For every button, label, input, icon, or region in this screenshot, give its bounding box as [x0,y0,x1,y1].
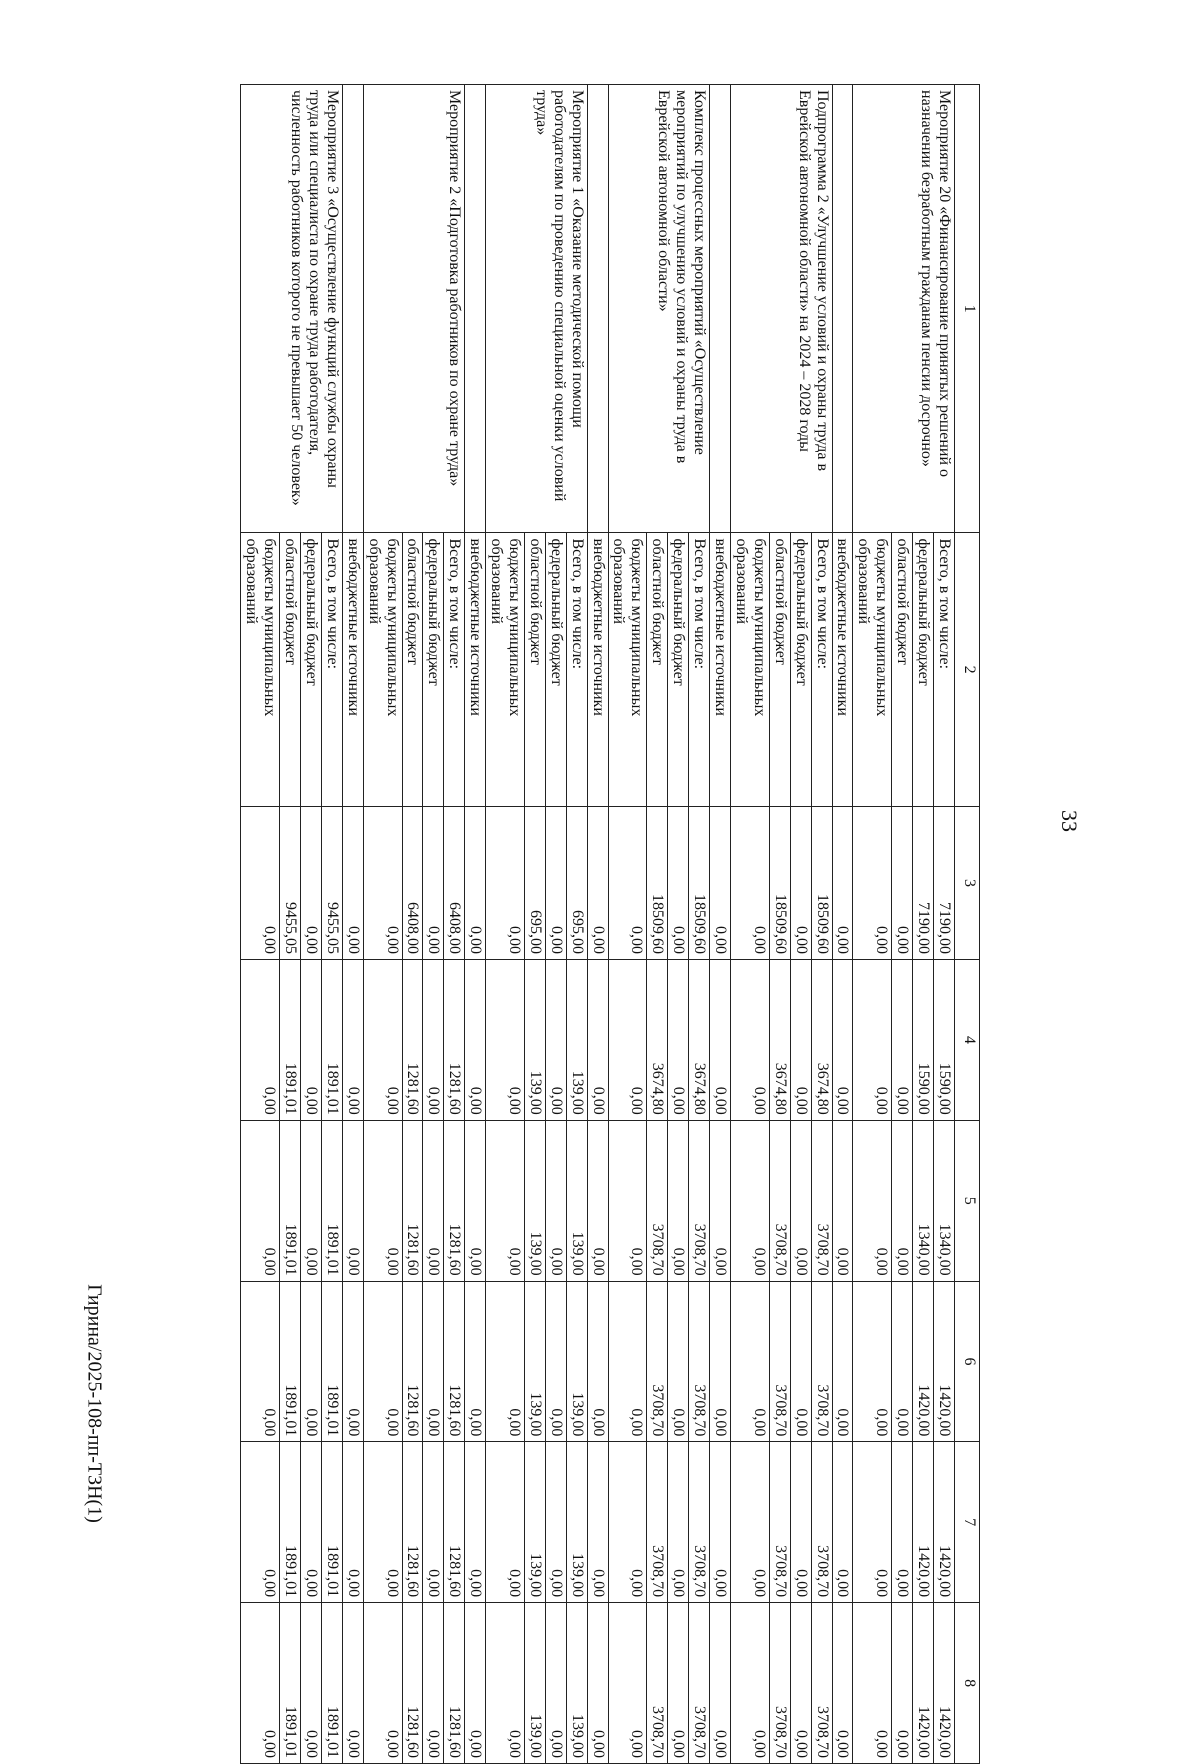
funding-source-cell: федеральный бюджет [301,533,322,806]
amount-cell: 0,00 [790,1442,811,1603]
amount-cell: 0,00 [608,1281,647,1442]
table-row [710,85,731,1764]
header-cell: 8 [955,1603,980,1764]
table-row [321,85,342,1764]
funding-source-cell: внебюджетные источники [832,533,853,806]
amount-cell: 0,00 [545,1120,566,1281]
amount-cell: 1420,00 [934,1442,955,1603]
amount-cell: 0,00 [608,960,647,1121]
table-row [566,85,587,1764]
amount-cell: 3674,80 [811,960,832,1121]
amount-cell: 0,00 [342,1603,363,1764]
amount-cell: 695,00 [524,806,545,959]
rotated-page [240,84,980,1764]
amount-cell: 1340,00 [913,1120,934,1281]
funding-source-cell: областной бюджет [892,533,913,806]
amount-cell: 0,00 [363,960,402,1121]
amount-cell: 0,00 [731,1281,770,1442]
amount-cell: 0,00 [608,1120,647,1281]
amount-cell: 1420,00 [913,1442,934,1603]
amount-cell: 3674,80 [689,960,710,1121]
amount-cell: 18509,60 [647,806,668,959]
amount-cell: 3708,70 [811,1442,832,1603]
amount-cell: 1281,60 [402,1603,423,1764]
amount-cell: 0,00 [486,1281,525,1442]
amount-cell: 0,00 [587,1281,608,1442]
amount-cell: 695,00 [566,806,587,959]
funding-source-cell: внебюджетные источники [710,533,731,806]
header-cell: 5 [955,1120,980,1281]
amount-cell: 0,00 [832,1603,853,1764]
amount-cell: 0,00 [790,960,811,1121]
amount-cell: 0,00 [832,1120,853,1281]
amount-cell: 0,00 [892,1281,913,1442]
amount-cell: 0,00 [465,1281,486,1442]
amount-cell: 9455,05 [321,806,342,959]
amount-cell: 0,00 [710,1442,731,1603]
amount-cell: 0,00 [486,960,525,1121]
funding-source-cell: бюджеты муниципальных образований [486,533,525,806]
header-cell: 7 [955,1442,980,1603]
amount-cell: 3708,70 [647,1281,668,1442]
amount-cell: 139,00 [566,1281,587,1442]
amount-cell: 0,00 [301,1442,322,1603]
funding-source-cell: Всего, в том числе: [934,533,955,806]
table-body [241,85,980,1764]
amount-cell: 1281,60 [444,960,465,1121]
amount-cell: 18509,60 [769,806,790,959]
amount-cell: 3708,70 [689,1603,710,1764]
amount-cell: 139,00 [524,1603,545,1764]
amount-cell: 0,00 [790,1120,811,1281]
amount-cell: 0,00 [465,1442,486,1603]
measure-name-cell: Мероприятие 1 «Оказание методической помощи работодателям по проведению специальной оценки условий труда» [486,85,588,533]
amount-cell: 0,00 [790,1603,811,1764]
amount-cell: 3708,70 [811,1281,832,1442]
amount-cell: 0,00 [668,960,689,1121]
amount-cell: 0,00 [545,806,566,959]
amount-cell: 0,00 [853,1281,892,1442]
amount-cell: 0,00 [342,960,363,1121]
amount-cell: 0,00 [853,806,892,959]
amount-cell: 0,00 [465,1603,486,1764]
funding-source-cell: областной бюджет [402,533,423,806]
amount-cell: 139,00 [566,1442,587,1603]
measure-name-cell [342,85,363,533]
table-row [811,85,832,1764]
amount-cell: 1891,01 [321,960,342,1121]
table-row [832,85,853,1764]
table-row [342,85,363,1764]
amount-cell: 3674,80 [647,960,668,1121]
amount-cell: 3708,70 [769,1281,790,1442]
amount-cell: 0,00 [608,1603,647,1764]
amount-cell: 0,00 [710,1603,731,1764]
funding-source-cell: федеральный бюджет [913,533,934,806]
amount-cell: 0,00 [853,1120,892,1281]
amount-cell: 0,00 [892,1603,913,1764]
amount-cell: 0,00 [668,1442,689,1603]
amount-cell: 3708,70 [689,1281,710,1442]
amount-cell: 0,00 [545,1442,566,1603]
amount-cell: 139,00 [566,1603,587,1764]
amount-cell: 1420,00 [913,1281,934,1442]
amount-cell: 0,00 [545,1281,566,1442]
amount-cell: 3708,70 [647,1442,668,1603]
funding-source-cell: областной бюджет [280,533,301,806]
header-cell: 1 [955,85,980,533]
amount-cell: 0,00 [465,1120,486,1281]
table-row [934,85,955,1764]
funding-source-cell: внебюджетные источники [465,533,486,806]
amount-cell: 18509,60 [689,806,710,959]
amount-cell: 1420,00 [934,1281,955,1442]
amount-cell: 0,00 [731,1120,770,1281]
amount-cell: 0,00 [892,960,913,1121]
amount-cell: 1281,60 [402,1442,423,1603]
amount-cell: 0,00 [668,1281,689,1442]
funding-source-cell: бюджеты муниципальных образований [731,533,770,806]
amount-cell: 0,00 [545,1603,566,1764]
amount-cell: 0,00 [790,1281,811,1442]
amount-cell: 139,00 [524,1120,545,1281]
amount-cell: 0,00 [587,1120,608,1281]
amount-cell: 3708,70 [647,1120,668,1281]
amount-cell: 0,00 [710,960,731,1121]
amount-cell: 0,00 [486,806,525,959]
amount-cell: 0,00 [731,1603,770,1764]
header-cell: 4 [955,960,980,1121]
amount-cell: 1281,60 [444,1120,465,1281]
funding-source-cell: Всего, в том числе: [689,533,710,806]
amount-cell: 0,00 [342,1442,363,1603]
amount-cell: 0,00 [465,806,486,959]
amount-cell: 0,00 [301,1281,322,1442]
amount-cell: 3708,70 [769,1603,790,1764]
amount-cell: 0,00 [892,1120,913,1281]
amount-cell: 0,00 [892,1442,913,1603]
amount-cell: 0,00 [668,1120,689,1281]
amount-cell: 0,00 [853,1442,892,1603]
amount-cell: 0,00 [423,1281,444,1442]
amount-cell: 0,00 [423,1603,444,1764]
amount-cell: 0,00 [241,1603,280,1764]
amount-cell: 6408,00 [402,806,423,959]
amount-cell: 0,00 [608,1442,647,1603]
amount-cell: 1281,60 [444,1442,465,1603]
amount-cell: 0,00 [423,1442,444,1603]
amount-cell: 18509,60 [811,806,832,959]
amount-cell: 0,00 [587,806,608,959]
amount-cell: 0,00 [301,960,322,1121]
amount-cell: 139,00 [524,1442,545,1603]
amount-cell: 1891,01 [280,1603,301,1764]
amount-cell: 0,00 [731,806,770,959]
amount-cell: 0,00 [423,1120,444,1281]
funding-source-cell: областной бюджет [524,533,545,806]
amount-cell: 0,00 [892,806,913,959]
amount-cell: 0,00 [301,806,322,959]
amount-cell: 0,00 [363,1442,402,1603]
amount-cell: 7190,00 [934,806,955,959]
amount-cell: 0,00 [241,806,280,959]
amount-cell: 1281,60 [444,1281,465,1442]
document-code: Гирина/2025-108-пп-ТЗН(1) [83,1284,106,1523]
amount-cell: 3708,70 [769,1442,790,1603]
amount-cell: 0,00 [790,806,811,959]
header-cell: 2 [955,533,980,806]
amount-cell: 0,00 [832,960,853,1121]
amount-cell: 0,00 [853,1603,892,1764]
amount-cell: 139,00 [566,960,587,1121]
amount-cell: 0,00 [363,806,402,959]
amount-cell: 0,00 [465,960,486,1121]
amount-cell: 0,00 [731,1442,770,1603]
funding-source-cell: внебюджетные источники [587,533,608,806]
funding-source-cell: федеральный бюджет [545,533,566,806]
amount-cell: 1590,00 [913,960,934,1121]
amount-cell: 139,00 [566,1120,587,1281]
amount-cell: 7190,00 [913,806,934,959]
amount-cell: 1281,60 [444,1603,465,1764]
amount-cell: 0,00 [832,806,853,959]
amount-cell: 6408,00 [444,806,465,959]
measure-name-cell [832,85,853,533]
funding-source-cell: федеральный бюджет [790,533,811,806]
amount-cell: 0,00 [241,960,280,1121]
amount-cell: 1891,01 [321,1281,342,1442]
amount-cell: 1891,01 [321,1442,342,1603]
amount-cell: 0,00 [710,806,731,959]
page-number: 33 [1057,810,1082,832]
amount-cell: 1340,00 [934,1120,955,1281]
amount-cell: 3708,70 [769,1120,790,1281]
funding-source-cell: Всего, в том числе: [811,533,832,806]
amount-cell: 0,00 [545,960,566,1121]
measure-name-cell [710,85,731,533]
amount-cell: 0,00 [363,1120,402,1281]
measure-name-cell: Мероприятие 3 «Осуществление функций службы охраны труда или специалиста по охране труда работодателя, численность работников которого не превышает 50 человек» [241,85,343,533]
funding-source-cell: бюджеты муниципальных образований [608,533,647,806]
amount-cell: 1891,01 [280,1281,301,1442]
amount-cell: 1891,01 [280,1120,301,1281]
amount-cell: 3708,70 [811,1603,832,1764]
funding-source-cell: федеральный бюджет [423,533,444,806]
amount-cell: 0,00 [587,960,608,1121]
funding-source-cell: Всего, в том числе: [444,533,465,806]
amount-cell: 3674,80 [769,960,790,1121]
table-row [587,85,608,1764]
amount-cell: 0,00 [587,1603,608,1764]
amount-cell: 0,00 [710,1281,731,1442]
measure-name-cell: Комплекс процессных мероприятий «Осуществление мероприятий по улучшению условий и охраны труда в Еврейской автономной области» [608,85,710,533]
amount-cell: 0,00 [608,806,647,959]
amount-cell: 0,00 [587,1442,608,1603]
funding-source-cell: областной бюджет [769,533,790,806]
table-row [465,85,486,1764]
amount-cell: 0,00 [423,806,444,959]
amount-cell: 3708,70 [811,1120,832,1281]
funding-source-cell: бюджеты муниципальных образований [853,533,892,806]
amount-cell: 0,00 [363,1281,402,1442]
amount-cell: 139,00 [524,1281,545,1442]
funding-source-cell: внебюджетные источники [342,533,363,806]
amount-cell: 0,00 [486,1603,525,1764]
amount-cell: 0,00 [668,806,689,959]
amount-cell: 0,00 [241,1442,280,1603]
measure-name-cell [465,85,486,533]
amount-cell: 0,00 [731,960,770,1121]
amount-cell: 3708,70 [689,1120,710,1281]
amount-cell: 3708,70 [689,1442,710,1603]
amount-cell: 0,00 [241,1281,280,1442]
amount-cell: 1891,01 [280,1442,301,1603]
amount-cell: 0,00 [342,1281,363,1442]
header-cell: 3 [955,806,980,959]
header-cell: 6 [955,1281,980,1442]
amount-cell: 0,00 [301,1603,322,1764]
amount-cell: 3708,70 [647,1603,668,1764]
amount-cell: 1420,00 [913,1603,934,1764]
header-row [955,85,980,1764]
amount-cell: 9455,05 [280,806,301,959]
amount-cell: 0,00 [342,806,363,959]
amount-cell: 0,00 [668,1603,689,1764]
amount-cell: 0,00 [832,1281,853,1442]
amount-cell: 0,00 [710,1120,731,1281]
table-row [444,85,465,1764]
funding-source-cell: бюджеты муниципальных образований [363,533,402,806]
measure-name-cell [587,85,608,533]
amount-cell: 1590,00 [934,960,955,1121]
amount-cell: 1281,60 [402,1281,423,1442]
amount-cell: 1891,01 [321,1120,342,1281]
amount-cell: 139,00 [524,960,545,1121]
amount-cell: 0,00 [423,960,444,1121]
measure-name-cell: Мероприятие 2 «Подготовка работников по охране труда» [363,85,465,533]
funding-source-cell: федеральный бюджет [668,533,689,806]
amount-cell: 0,00 [363,1603,402,1764]
funding-source-cell: бюджеты муниципальных образований [241,533,280,806]
amount-cell: 1891,01 [280,960,301,1121]
measure-name-cell: Мероприятие 20 «Финансирование принятых решений о назначении безработным гражданам пенсии досрочно» [853,85,955,533]
amount-cell: 1281,60 [402,960,423,1121]
amount-cell: 0,00 [853,960,892,1121]
amount-cell: 0,00 [241,1120,280,1281]
amount-cell: 1891,01 [321,1603,342,1764]
amount-cell: 0,00 [832,1442,853,1603]
funding-source-cell: Всего, в том числе: [566,533,587,806]
amount-cell: 0,00 [486,1120,525,1281]
amount-cell: 0,00 [301,1120,322,1281]
funding-source-cell: Всего, в том числе: [321,533,342,806]
amount-cell: 0,00 [342,1120,363,1281]
amount-cell: 1420,00 [934,1603,955,1764]
funding-source-cell: областной бюджет [647,533,668,806]
amount-cell: 0,00 [486,1442,525,1603]
measure-name-cell: Подпрограмма 2 «Улучшение условий и охраны труда в Еврейской автономной области» на 2024 – 2028 годы [731,85,833,533]
budget-table [240,84,980,1764]
amount-cell: 1281,60 [402,1120,423,1281]
table-row [689,85,710,1764]
